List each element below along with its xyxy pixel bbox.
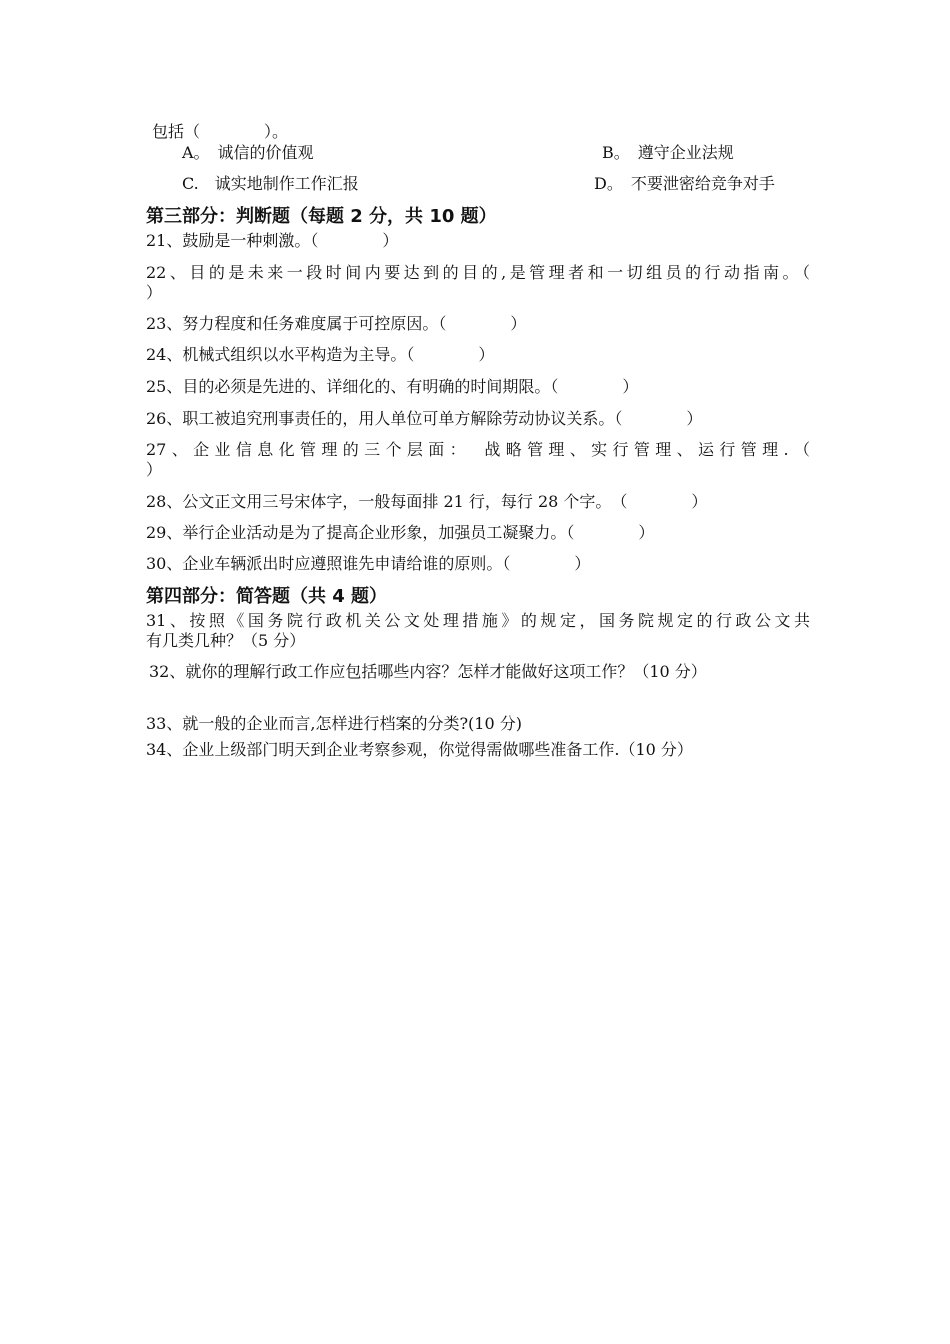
- question-continuation: 包括（ ）。: [152, 122, 289, 141]
- question-29: 29、举行企业活动是为了提高企业形象，加强员工凝聚力。（ ）: [146, 523, 655, 542]
- question-27-line-2: ）: [146, 460, 163, 479]
- option-c: C. 诚实地制作工作汇报: [182, 174, 359, 193]
- question-31-line-1: 31、按照《国务院行政机关公文处理措施》的规定，国务院规定的行政公文共: [146, 611, 810, 630]
- question-32: 32、就你的理解行政工作应包括哪些内容？怎样才能做好这项工作？（10 分）: [149, 662, 707, 681]
- section-4-heading: 第四部分：简答题（共 4 题）: [146, 586, 388, 607]
- question-34: 34、企业上级部门明天到企业考察参观，你觉得需做哪些准备工作.（10 分）: [146, 740, 693, 759]
- question-25: 25、目的必须是先进的、详细化的、有明确的时间期限。（ ）: [146, 377, 639, 396]
- option-a: A。 诚信的价值观: [182, 143, 314, 162]
- question-30: 30、企业车辆派出时应遵照谁先申请给谁的原则。（ ）: [146, 554, 591, 573]
- question-22-line-1: 22、目的是未来一段时间内要达到的目的,是管理者和一切组员的行动指南。（: [146, 263, 810, 282]
- question-22-line-2: ）: [146, 283, 163, 302]
- question-31-line-2: 有几类几种？（5 分）: [146, 631, 306, 650]
- question-23: 23、努力程度和任务难度属于可控原因。（ ）: [146, 314, 527, 333]
- section-3-heading: 第三部分：判断题（每题 2 分，共 10 题）: [146, 206, 497, 227]
- option-d: D。 不要泄密给竞争对手: [594, 174, 775, 193]
- question-33: 33、就一般的企业而言,怎样进行档案的分类?(10 分): [146, 714, 522, 733]
- question-26: 26、职工被追究刑事责任的，用人单位可单方解除劳动协议关系。（ ）: [146, 409, 703, 428]
- question-24: 24、机械式组织以水平构造为主导。（ ）: [146, 345, 495, 364]
- question-28: 28、公文正文用三号宋体字，一般每面排 21 行，每行 28 个字。 （ ）: [146, 492, 708, 511]
- question-27-line-1: 27、企业信息化管理的三个层面： 战略管理、实行管理、运行管理.（: [146, 440, 810, 459]
- question-21: 21、鼓励是一种刺激。（ ）: [146, 231, 399, 250]
- option-b: B。 遵守企业法规: [602, 143, 734, 162]
